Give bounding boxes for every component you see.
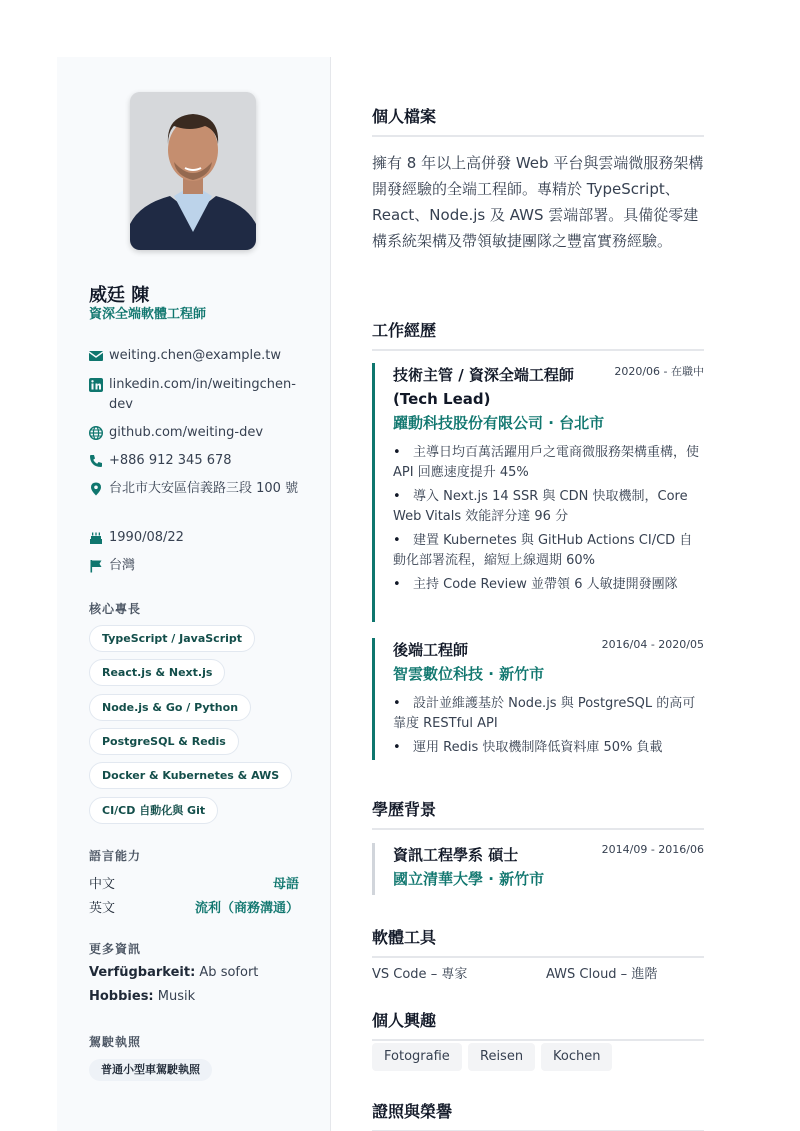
job-bullet: • 設計並維護基於 Node.js 與 PostgreSQL 的高可靠度 RESTful API: [393, 694, 704, 734]
job-date: 2020/06 - 在職中: [614, 365, 704, 378]
software-item: VS Code – 專家: [372, 967, 468, 982]
contact-birthday: [89, 528, 309, 548]
language-level: 母語: [272, 877, 299, 892]
job-company: 智雲數位科技 · 新竹市: [393, 665, 545, 683]
license-badge: 普通小型車駕駛執照: [89, 1059, 212, 1081]
contact-email[interactable]: [89, 346, 309, 366]
education-degree: 資訊工程學系 碩士: [393, 846, 519, 864]
availability-info: [89, 965, 258, 980]
skill-chip: Node.js & Go / Python: [89, 694, 251, 721]
skill-chip: CI/CD 自動化與 Git: [89, 797, 218, 824]
skill-chip: PostgreSQL & Redis: [89, 728, 239, 755]
interest-tag: Kochen: [541, 1043, 612, 1071]
job-entry: [372, 638, 704, 760]
profile-text: 擁有 8 年以上高併發 Web 平台與雲端微服務架構開發經驗的全端工程師。專精於 TypeScript、React、Node.js 及 AWS 雲端部署。具備從零建構系統架構及帶領敏捷團隊之豐富實務經驗。: [372, 154, 704, 250]
profile-heading: 個人檔案: [372, 104, 704, 137]
job-bullet: • 運用 Redis 快取機制降低資料庫 50% 負載: [393, 738, 704, 758]
education-date: 2014/09 - 2016/06: [601, 843, 704, 856]
birthday-cake-icon: [89, 531, 103, 545]
contact-website-text: github.com/weiting-dev: [109, 425, 264, 440]
job-bullet: • 主持 Code Review 並帶領 6 人敏捷開發團隊: [393, 575, 704, 595]
contact-linkedin-text: linkedin.com/in/weitingchen-dev: [109, 377, 296, 412]
certs-heading: 證照與榮譽: [372, 1099, 704, 1131]
contact-website[interactable]: [89, 423, 309, 443]
hobbies-key: Hobbies:: [89, 989, 154, 1004]
language-name: 中文: [89, 877, 116, 892]
job-title: 後端工程師: [393, 641, 469, 659]
sidebar: [57, 57, 331, 1131]
job-title: 技術主管 / 資深全端工程師 (Tech Lead): [393, 366, 574, 408]
contact-address-text: 台北市大安區信義路三段 100 號: [109, 481, 299, 496]
skill-chip: React.js & Next.js: [89, 659, 225, 686]
job-title: 資深全端軟體工程師: [89, 307, 207, 322]
contact-address: [89, 479, 309, 499]
hobbies-value: Musik: [153, 989, 196, 1004]
more-info-label: 更多資訊: [89, 942, 142, 956]
job-bullet: • 主導日均百萬活躍用戶之電商微服務架構重構，使 API 回應速度提升 45%: [393, 443, 704, 483]
profile-photo: [130, 92, 256, 250]
contact-phone-text: +886 912 345 678: [109, 453, 232, 468]
interest-tag: Reisen: [468, 1043, 535, 1071]
language-row: [89, 873, 299, 892]
contact-phone[interactable]: [89, 451, 309, 471]
skill-chip: TypeScript / JavaScript: [89, 625, 255, 652]
language-name: 英文: [89, 901, 116, 916]
education-school: 國立清華大學 · 新竹市: [393, 870, 545, 888]
software-item: AWS Cloud – 進階: [546, 967, 658, 982]
contact-nationality-text: 台灣: [109, 558, 136, 573]
job-bullets: [393, 694, 704, 758]
availability-value: Ab sofort: [195, 965, 259, 980]
availability-key: Verfügbarkeit:: [89, 965, 196, 980]
education-heading: 學歷背景: [372, 797, 704, 830]
contact-nationality: [89, 556, 309, 576]
job-bullet: • 建置 Kubernetes 與 GitHub Actions CI/CD 自動化部署流程，縮短上線週期 60%: [393, 531, 704, 571]
language-level: 流利（商務溝通）: [194, 901, 299, 916]
experience-heading: 工作經歷: [372, 318, 704, 351]
skill-chip: Docker & Kubernetes & AWS: [89, 762, 292, 789]
flag-icon: [89, 559, 103, 573]
globe-icon: [89, 426, 103, 440]
license-label: 駕駛執照: [89, 1035, 142, 1049]
job-bullets: [393, 443, 704, 595]
linkedin-icon: [89, 378, 103, 392]
contact-email-text: weiting.chen@example.tw: [109, 348, 282, 363]
languages-label: 語言能力: [89, 849, 142, 863]
contact-birthday-text: 1990/08/22: [109, 530, 184, 545]
email-icon: [89, 349, 103, 363]
interest-tag: Fotografie: [372, 1043, 462, 1071]
job-bullet: • 導入 Next.js 14 SSR 與 CDN 快取機制，Core Web Vitals 效能評分達 96 分: [393, 487, 704, 527]
skills-label: 核心專長: [89, 602, 142, 616]
interests-heading: 個人興趣: [372, 1008, 704, 1041]
phone-icon: [89, 454, 103, 468]
contact-linkedin[interactable]: [89, 375, 309, 415]
person-name: 威廷 陳: [89, 285, 150, 306]
location-pin-icon: [89, 482, 103, 496]
education-entry: [372, 843, 704, 895]
job-entry: [372, 363, 704, 622]
software-heading: 軟體工具: [372, 925, 704, 958]
job-company: 躍動科技股份有限公司 · 台北市: [393, 414, 605, 432]
job-date: 2016/04 - 2020/05: [601, 638, 704, 651]
language-row: [89, 897, 299, 916]
hobbies-info: [89, 989, 195, 1004]
